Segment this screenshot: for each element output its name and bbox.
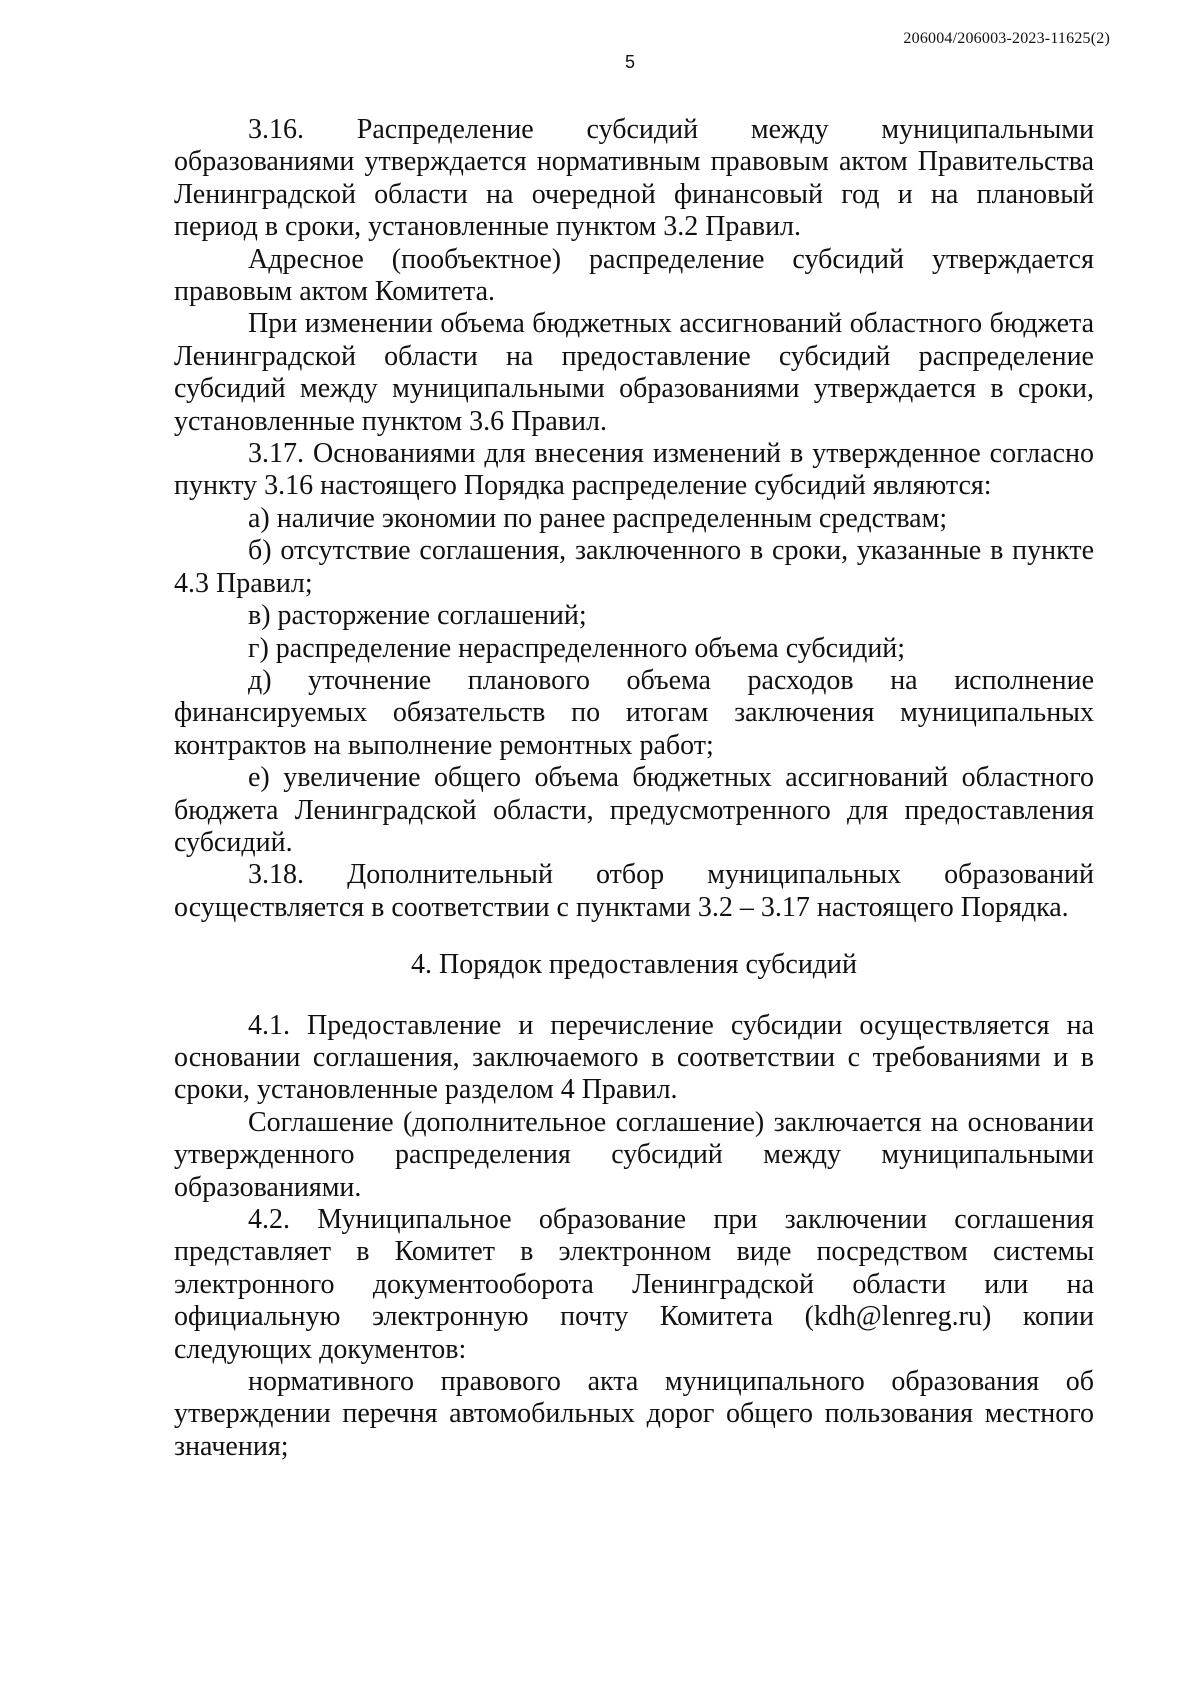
list-item-e: е) увеличение общего объема бюджетных ассигнований областного бюджета Ленинградской области, предусмотренного для предоставления субсидий. xyxy=(174,762,1094,858)
paragraph-3-17: 3.17. Основаниями для внесения изменений в утвержденное согласно пункту 3.16 настоящего Порядка распределение субсидий являются: xyxy=(174,438,1094,502)
paragraph-budget-change: При изменении объема бюджетных ассигнований областного бюджета Ленинградской области на предоставление субсидий распределение субсидий между муниципальными образованиями утверждается в сроки, установленные пунктом 3.6 Правил. xyxy=(174,308,1094,437)
document-id: 206004/206003-2023-11625(2) xyxy=(903,30,1110,47)
list-item-a: а) наличие экономии по ранее распределенным средствам; xyxy=(248,502,948,534)
paragraph-address-distribution: Адресное (пообъектное) распределение субсидий утверждается правовым актом Комитета. xyxy=(174,243,1094,308)
paragraph-3-16: 3.16. Распределение субсидий между муниципальными образованиями утверждается нормативным правовым актом Правительства Ленинградской области на очередной финансовый год и на плановый период в сроки, установленные пунктом 3.2 Правил. xyxy=(174,114,1094,243)
paragraph-4-1: 4.1. Предоставление и перечисление субсидии осуществляется на основании соглашения, заключаемого в соответствии с требованиями и в сроки, установленные разделом 4 Правил. xyxy=(174,1009,1094,1106)
paragraph-normative-act: нормативного правового акта муниципального образования об утверждении перечня автомобильных дорог общего пользования местного значения; xyxy=(174,1366,1094,1462)
paragraph-3-18: 3.18. Дополнительный отбор муниципальных образований осуществляется в соответствии с пунктами 3.2 – 3.17 настоящего Порядка. xyxy=(174,859,1094,923)
paragraph-4-2: 4.2. Муниципальное образование при заключении соглашения представляет в Комитет в электронном виде посредством системы электронного документооборота Ленинградской области или на официальную электронную почту Комитета (kdh@lenreg.ru) копии следующих документов: xyxy=(174,1204,1094,1365)
list-item-v: в) расторжение соглашений; xyxy=(248,600,587,632)
list-item-d: д) уточнение планового объема расходов на исполнение финансируемых обязательств по итогам заключения муниципальных контрактов на выполнение ремонтных работ; xyxy=(174,664,1094,761)
list-item-g: г) распределение нераспределенного объема субсидий; xyxy=(248,632,906,664)
page-number: 5 xyxy=(624,52,635,72)
section-heading: 4. Порядок предоставления субсидий xyxy=(410,949,858,981)
document-body xyxy=(174,114,1094,1463)
list-item-b: б) отсутствие соглашения, заключенного в сроки, указанные в пункте 4.3 Правил; xyxy=(174,535,1094,599)
paragraph-agreement: Соглашение (дополнительное соглашение) заключается на основании утвержденного распределения субсидий между муниципальными образованиями. xyxy=(174,1106,1094,1203)
